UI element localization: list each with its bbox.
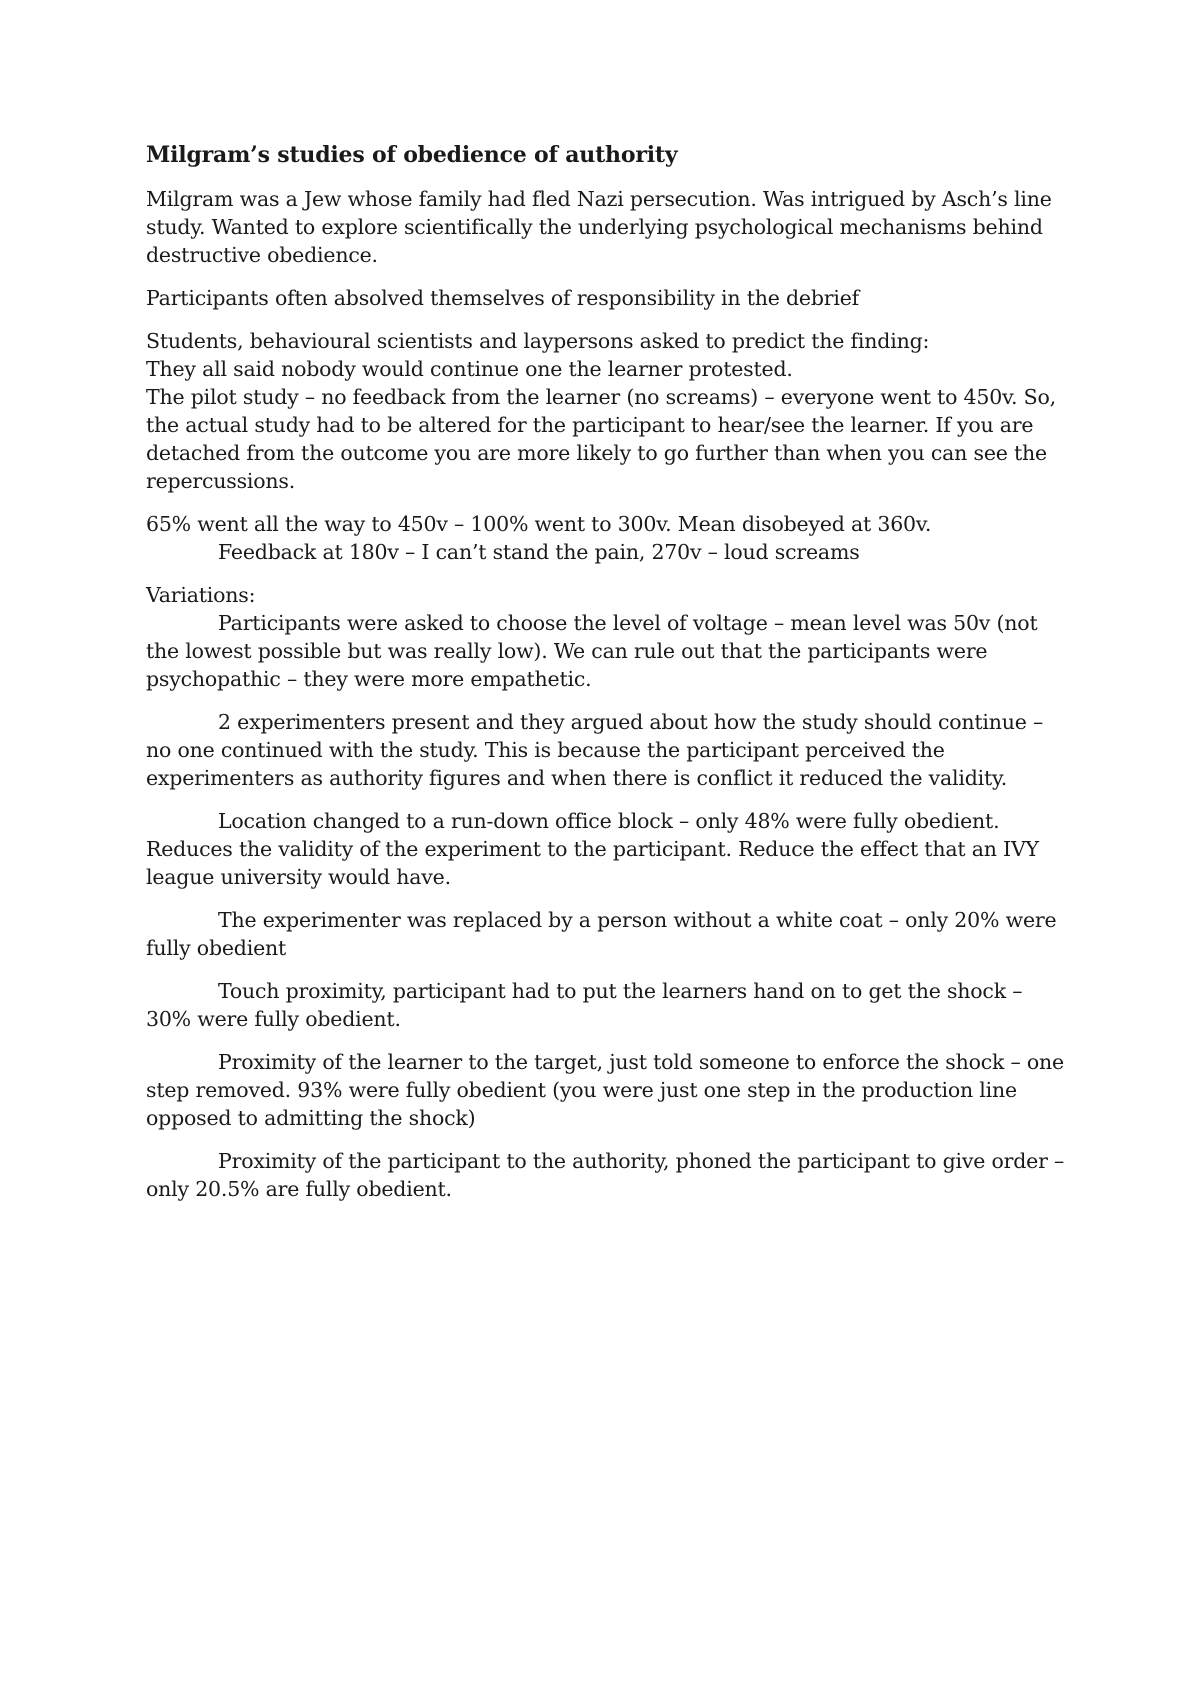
prediction-line: They all said nobody would continue one the learner protested.: [146, 357, 793, 381]
variation-paragraph: Touch proximity, participant had to put the learners hand on to get the shock – 30% were fully obedient.: [146, 979, 1023, 1031]
variation-paragraph: Participants were asked to choose the level of voltage – mean level was 50v (not the lowest possible but was really low). We can rule out that the participants were psychopathic – they were more empathetic.: [146, 611, 1038, 691]
prediction-block: [146, 327, 1066, 495]
variation-paragraph: Location changed to a run-down office block – only 48% were fully obedient. Reduces the validity of the experiment to the participant. Reduce the effect that an IVY league university would have.: [146, 809, 1039, 889]
variation-paragraph: 2 experimenters present and they argued about how the study should continue – no one continued with the study. This is because the participant perceived the experimenters as authority figures and when there is conflict it reduced the validity.: [146, 710, 1044, 790]
intro-paragraph: Milgram was a Jew whose family had fled Nazi persecution. Was intrigued by Asch’s line study. Wanted to explore scientifically the underlying psychological mechanisms behind destructive obedience.: [146, 187, 1052, 267]
variation-paragraph: Proximity of the participant to the authority, phoned the participant to give order – only 20.5% are fully obedient.: [146, 1149, 1065, 1201]
results-block: [146, 510, 1066, 566]
prediction-line: Students, behavioural scientists and laypersons asked to predict the finding:: [146, 329, 930, 353]
debrief-paragraph: Participants often absolved themselves of responsibility in the debrief: [146, 286, 860, 310]
feedback-line: Feedback at 180v – I can’t stand the pain, 270v – loud screams: [218, 540, 860, 564]
variation-paragraph: The experimenter was replaced by a person without a white coat – only 20% were fully obedient: [146, 908, 1057, 960]
document-body: [146, 140, 1066, 1218]
document-title: Milgram’s studies of obedience of authority: [146, 142, 678, 168]
variation-paragraph: Proximity of the learner to the target, just told someone to enforce the shock – one step removed. 93% were fully obedient (you were just one step in the production line opposed to admitting the shock): [146, 1050, 1064, 1130]
results-line: 65% went all the way to 450v – 100% went to 300v. Mean disobeyed at 360v.: [146, 512, 932, 536]
variations-heading: Variations:: [146, 583, 256, 607]
pilot-study-paragraph: The pilot study – no feedback from the learner (no screams) – everyone went to 450v. So, the actual study had to be altered for the participant to hear/see the learner. If you are detached from the outcome you are more likely to go further than when you can see the repercussions.: [146, 385, 1056, 493]
